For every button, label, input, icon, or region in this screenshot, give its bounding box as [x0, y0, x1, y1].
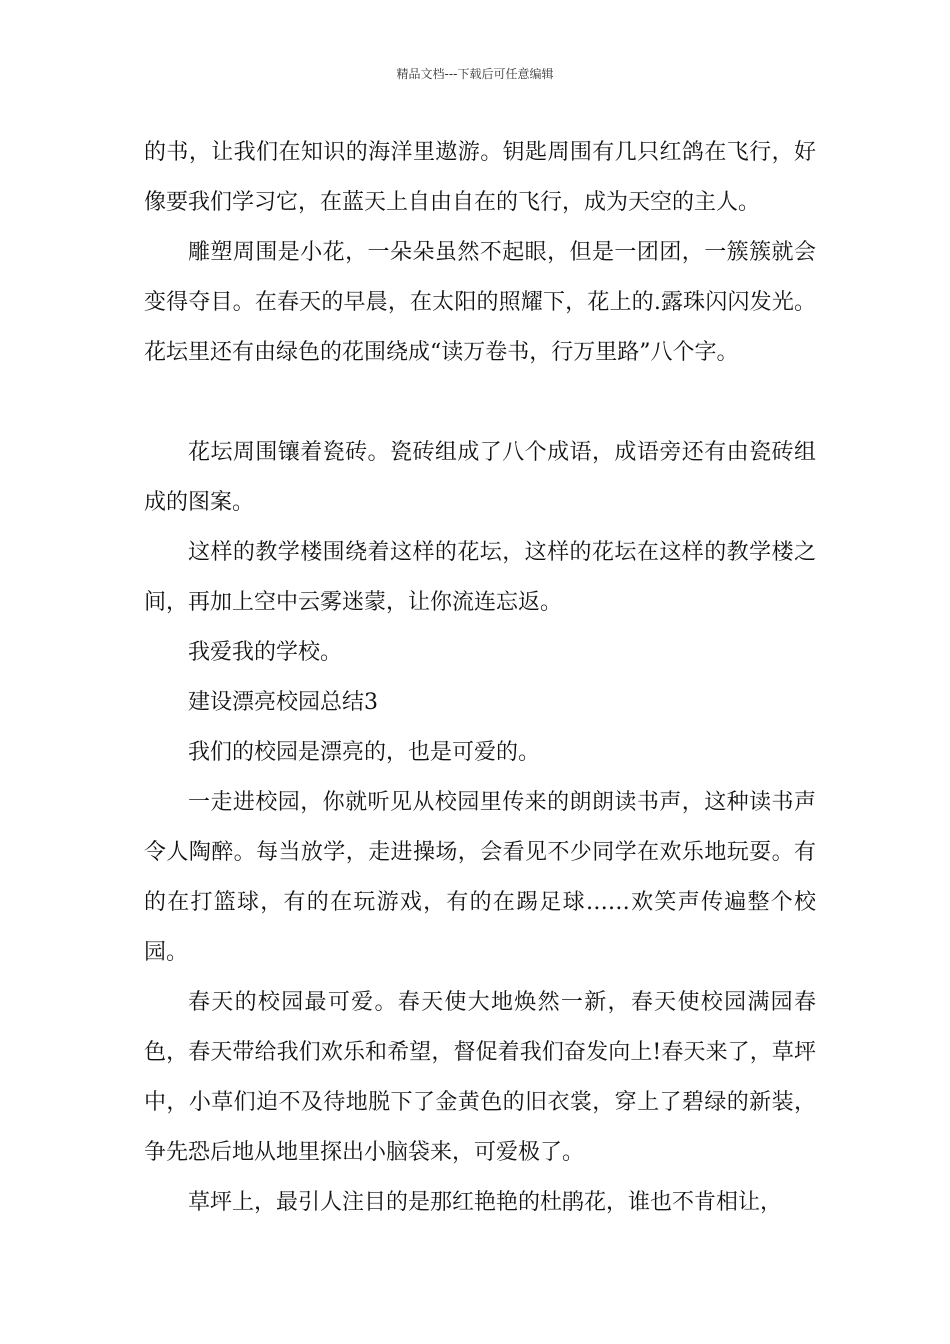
document-body — [144, 128, 816, 1228]
paragraph-7: 一走进校园，你就听见从校园里传来的朗朗读书声，这种读书声令人陶醉。每当放学，走进操场，会看见不少同学在欢乐地玩耍。有的在打篮球，有的在玩游戏，有的在踢足球……欢笑声传遍整个校园。 — [144, 790, 816, 965]
section-heading: 建设漂亮校园总结3 — [188, 690, 378, 715]
paragraph-9: 草坪上，最引人注目的是那红艳艳的杜鹃花，谁也不肯相让， — [188, 1190, 783, 1215]
paragraph-3: 花坛周围镶着瓷砖。瓷砖组成了八个成语，成语旁还有由瓷砖组成的图案。 — [144, 440, 816, 515]
paragraph-5: 我爱我的学校。 — [188, 640, 343, 665]
paragraph-1: 的书，让我们在知识的海洋里遨游。钥匙周围有几只红鸽在飞行，好像要我们学习它，在蓝天上自由自在的飞行，成为天空的主人。 — [144, 140, 816, 215]
paragraph-gap — [144, 378, 816, 428]
paragraph-6: 我们的校园是漂亮的，也是可爱的。 — [188, 740, 541, 765]
paragraph-8: 春天的校园最可爱。春天使大地焕然一新，春天使校园满园春色，春天带给我们欢乐和希望，督促着我们奋发向上!春天来了，草坪中，小草们迫不及待地脱下了金黄色的旧衣裳，穿上了碧绿的新装，争先恐后地从地里探出小脑袋来，可爱极了。 — [144, 990, 816, 1165]
page-header: 精品文档---下载后可任意编辑 — [396, 67, 554, 81]
paragraph-2: 雕塑周围是小花，一朵朵虽然不起眼，但是一团团，一簇簇就会变得夺目。在春天的早晨，在太阳的照耀下，花上的.露珠闪闪发光。花坛里还有由绿色的花围绕成“读万卷书，行万里路”八个字。 — [144, 240, 816, 365]
paragraph-4: 这样的教学楼围绕着这样的花坛，这样的花坛在这样的教学楼之间，再加上空中云雾迷蒙，让你流连忘返。 — [144, 540, 816, 615]
